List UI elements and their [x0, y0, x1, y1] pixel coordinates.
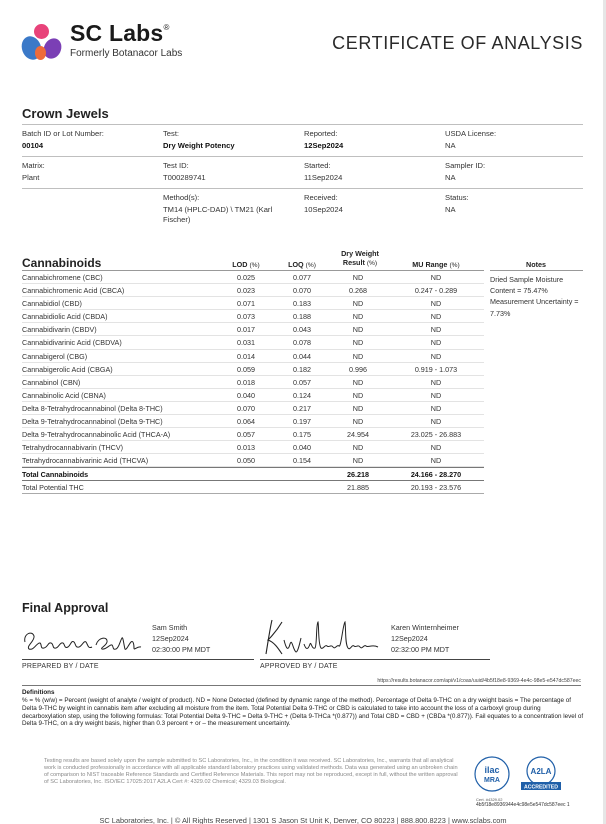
- result-value: ND: [352, 403, 364, 413]
- table-row: [22, 350, 484, 363]
- mu-range-value: ND: [430, 325, 442, 335]
- result-value: ND: [352, 390, 364, 400]
- a2la-badge-text: A2LA: [530, 767, 552, 776]
- mu-range-value: ND: [430, 273, 442, 282]
- lod-value: 0.025: [237, 273, 255, 282]
- notes-text: Dried Sample Moisture Content = 75.47% Measurement Uncertainty = 7.73%: [490, 275, 579, 318]
- lod-value: 0.031: [237, 338, 255, 348]
- sampler-id-field: Sampler ID: NA: [445, 161, 486, 182]
- lod-value: 0.014: [237, 351, 255, 361]
- loq-value: 0.188: [293, 312, 311, 322]
- result-value: ND: [352, 351, 364, 361]
- approver-info: [391, 622, 459, 655]
- lod-value: 0.050: [237, 456, 255, 466]
- accredited-ribbon-text: ACCREDITED: [523, 784, 559, 791]
- table-row: [22, 389, 484, 402]
- result-value: ND: [352, 443, 364, 453]
- table-row: [22, 428, 484, 441]
- loq-value: 0.217: [293, 403, 311, 413]
- started-field: Started: 11Sep2024: [304, 161, 343, 182]
- analyte-name: Cannabigerolic Acid (CBGA): [22, 364, 113, 374]
- mu-range-value: 23.025 - 26.883: [410, 430, 462, 440]
- document-id: 4b5f18e8936944e4c98e5e547dc587eec 1: [476, 802, 570, 808]
- mu-range-value: ND: [430, 377, 442, 387]
- product-name: Crown Jewels: [22, 106, 109, 121]
- approver-signature-line: [260, 659, 490, 660]
- cannabinoids-heading: Cannabinoids: [22, 256, 102, 270]
- preparer-signature-icon: [22, 620, 144, 656]
- loq-value: 0.077: [293, 273, 311, 282]
- mu-range-value: ND: [430, 351, 442, 361]
- result-value: 0.268: [349, 286, 367, 296]
- table-row: [22, 297, 484, 310]
- definitions-heading: Definitions: [22, 689, 55, 696]
- analyte-name: Cannabidiolic Acid (CBDA): [22, 312, 108, 322]
- loq-column-header: LOQ (%): [288, 260, 316, 269]
- loq-value: 0.175: [293, 430, 311, 440]
- table-row: [22, 441, 484, 454]
- approver-name: Karen Winternheimer: [391, 623, 459, 632]
- lod-value: 0.064: [237, 417, 255, 427]
- lod-value: 0.017: [237, 325, 255, 335]
- analyte-name: Cannabigerol (CBG): [22, 351, 88, 361]
- result-value: 26.218: [347, 470, 369, 480]
- analyte-name: Cannabichromene (CBC): [22, 273, 103, 282]
- table-row: [22, 454, 484, 467]
- result-value: 24.954: [347, 430, 369, 440]
- analyte-name: Tetrahydrocannabivarin (THCV): [22, 443, 124, 453]
- lod-value: 0.023: [237, 286, 255, 296]
- approved-by-caption: APPROVED BY / DATE: [260, 663, 338, 670]
- total-cannabinoids-row: [22, 467, 484, 480]
- loq-value: 0.070: [293, 286, 311, 296]
- document-title: CERTIFICATE OF ANALYSIS: [332, 33, 583, 53]
- loq-value: 0.182: [293, 364, 311, 374]
- analyte-name: Delta 8-Tetrahydrocannabinol (Delta 8-THC): [22, 403, 163, 413]
- loq-value: 0.197: [293, 417, 311, 427]
- definitions-divider: [22, 685, 581, 686]
- table-row: [22, 415, 484, 428]
- cannabinoid-table-body: [22, 271, 484, 494]
- analyte-name: Delta 9-Tetrahydrocannabinol (Delta 9-THC): [22, 417, 163, 427]
- analyte-name: Cannabinol (CBN): [22, 377, 81, 387]
- preparer-date: 12Sep2024: [152, 634, 189, 643]
- result-value: ND: [352, 377, 364, 387]
- info-divider: [22, 188, 583, 189]
- mu-range-value: 0.919 - 1.073: [414, 364, 458, 374]
- analyte-name: Delta 9-Tetrahydrocannabinolic Acid (THCA-A): [22, 430, 171, 440]
- lod-value: 0.057: [237, 430, 255, 440]
- analyte-name: Cannabinolic Acid (CBNA): [22, 390, 106, 400]
- lod-value: 0.071: [237, 299, 255, 309]
- table-row: [22, 310, 484, 323]
- analyte-name: Cannabidivarin (CBDV): [22, 325, 97, 335]
- status-field: Status: NA: [445, 193, 469, 214]
- matrix-field: Matrix: Plant: [22, 161, 45, 182]
- mu-range-value: ND: [430, 312, 442, 322]
- table-row: [22, 363, 484, 376]
- test-id-field: Test ID: T000289741: [163, 161, 206, 182]
- mu-range-value: ND: [430, 417, 442, 427]
- analyte-name: Total Cannabinoids: [22, 470, 89, 480]
- result-value: ND: [352, 299, 364, 309]
- table-row: [22, 376, 484, 389]
- test-field: Test: Dry Weight Potency: [163, 129, 235, 150]
- result-value: 0.996: [349, 364, 367, 374]
- approver-date: 12Sep2024: [391, 634, 428, 643]
- lod-value: 0.059: [237, 364, 255, 374]
- mu-range-value: ND: [430, 403, 442, 413]
- result-value: ND: [352, 456, 364, 466]
- table-row: [22, 271, 484, 284]
- notes-header-divider: [490, 270, 583, 271]
- lod-value: 0.040: [237, 390, 255, 400]
- brand-name: SC Labs®: [70, 20, 170, 46]
- mu-range-value: ND: [430, 338, 442, 348]
- methods-field: Method(s): TM14 (HPLC-DAD) \ TM21 (Karl Fischer): [163, 193, 273, 224]
- loq-value: 0.040: [293, 443, 311, 453]
- table-row: [22, 402, 484, 415]
- definitions-section: [22, 689, 584, 728]
- sc-labs-logo: [22, 20, 192, 64]
- a2la-accredited-badge-icon: [518, 756, 564, 792]
- mu-range-value: 24.166 - 28.270: [410, 470, 462, 480]
- brand-subtitle: Formerly Botanacor Labs: [70, 48, 183, 59]
- approver-signature-icon: [260, 614, 384, 660]
- lod-column-header: LOD (%): [232, 260, 260, 269]
- loq-value: 0.078: [293, 338, 311, 348]
- approver-time: 02:32:00 PM MDT: [391, 645, 450, 654]
- info-divider: [22, 124, 583, 125]
- result-value: ND: [352, 417, 364, 427]
- preparer-info: [152, 622, 210, 655]
- disclaimer-text: Testing results are based solely upon the sample submitted to SC Laboratories, Inc., in the condition it was received. SC Laboratories, Inc., warrants that all analytical work is conducted professionally in accordance with all applicable standard laboratory practices using validated methods. Data was generated using an unbroken chain of comparison to NIST traceable Reference Standards and Certified Reference Materials. This report may not be reproduced, except in full, without the written approval of SC Laboratories, Inc. ISO/IEC 17025:2017 A2LA Cert #: 4329.02 Chemical; 4329.03 Biological.: [44, 758, 458, 785]
- mu-range-value: ND: [430, 390, 442, 400]
- preparer-name: Sam Smith: [152, 623, 188, 632]
- preparer-signature-line: [22, 659, 254, 660]
- table-row: [22, 336, 484, 349]
- analyte-name: Tetrahydrocannabivarinic Acid (THCVA): [22, 456, 149, 466]
- mu-range-value: ND: [430, 456, 442, 466]
- mu-range-value: ND: [430, 299, 442, 309]
- reported-field: Reported: 12Sep2024: [304, 129, 344, 150]
- notes-column-header: Notes: [526, 260, 546, 269]
- results-url-link[interactable]: https://results.botanacor.com/api/v1/coas/uuid/4b5f18e8-9369-4e4c-98e5-e547dc587eec: [377, 678, 581, 684]
- lod-value: 0.013: [237, 443, 255, 453]
- prepared-by-caption: PREPARED BY / DATE: [22, 663, 99, 670]
- lod-value: 0.073: [237, 312, 255, 322]
- mu-range-column-header: MU Range (%): [412, 260, 460, 269]
- result-column-header: Dry Weight Result (%): [341, 249, 379, 267]
- table-row: [22, 284, 484, 297]
- final-approval-heading: Final Approval: [22, 601, 109, 615]
- loq-value: 0.154: [293, 456, 311, 466]
- loq-value: 0.183: [293, 299, 311, 309]
- result-value: ND: [352, 273, 364, 282]
- total-potential-thc-row: [22, 481, 484, 494]
- ilac-mra-badge-icon: [472, 756, 512, 792]
- result-value: ND: [352, 312, 364, 322]
- result-value: ND: [352, 338, 364, 348]
- loq-value: 0.057: [293, 377, 311, 387]
- info-divider: [22, 156, 583, 157]
- analyte-name: Cannabidiol (CBD): [22, 299, 82, 309]
- batch-id-field: Batch ID or Lot Number: 00104: [22, 129, 104, 150]
- mu-range-value: 20.193 - 23.576: [410, 482, 462, 492]
- mu-range-value: 0.247 - 0.289: [414, 286, 458, 296]
- result-value: ND: [352, 325, 364, 335]
- cert-number: Cert. #4329.02: [476, 797, 503, 802]
- preparer-time: 02:30:00 PM MDT: [152, 645, 211, 654]
- analyte-name: Total Potential THC: [22, 482, 84, 492]
- loq-value: 0.044: [293, 351, 311, 361]
- analyte-name: Cannabidivarinic Acid (CBDVA): [22, 338, 122, 348]
- ilac-badge-text: ilac: [484, 765, 500, 775]
- lod-value: 0.018: [237, 377, 255, 387]
- definitions-text: % = % (w/w) = Percent (weight of analyte / weight of product). ND = None Detected (defined by dynamic range of the method). Percentage of Delta 9-THC on a dry weight basis = The percentage of Delta 9-THC by weight in cannabis item after excluding all moisture from the item. Total Potential Delta 9-THC or CBD is calculated to take into account the loss of a carboxyl group during decarboxylation step, using the following formulas: Total Potential Delta 9-THC = Delta 9-THC + (Delta 9-THCa *(0.877)) and Total CBD = CBD + (CBDa *(0.877)). Fail equates to a concentration level of Delta 9-THC, on a dry weight basis, higher than 0.3 percent + or – the measurement uncertainty.: [22, 697, 584, 728]
- page-footer: SC Laboratories, Inc. | © All Rights Reserved | 1301 S Jason St Unit K, Denver, CO 80223 | 888.800.8223 | www.sclabs.com: [99, 816, 507, 824]
- logo-dots-icon: [22, 22, 64, 62]
- loq-value: 0.124: [293, 390, 311, 400]
- mu-range-value: ND: [430, 443, 442, 453]
- mra-badge-text: MRA: [484, 777, 500, 784]
- result-value: 21.885: [347, 482, 369, 492]
- received-field: Received: 10Sep2024: [304, 193, 343, 214]
- loq-value: 0.043: [293, 325, 311, 335]
- table-row: [22, 323, 484, 336]
- lod-value: 0.070: [237, 403, 255, 413]
- analyte-name: Cannabichromenic Acid (CBCA): [22, 286, 125, 296]
- usda-license-field: USDA License: NA: [445, 129, 497, 150]
